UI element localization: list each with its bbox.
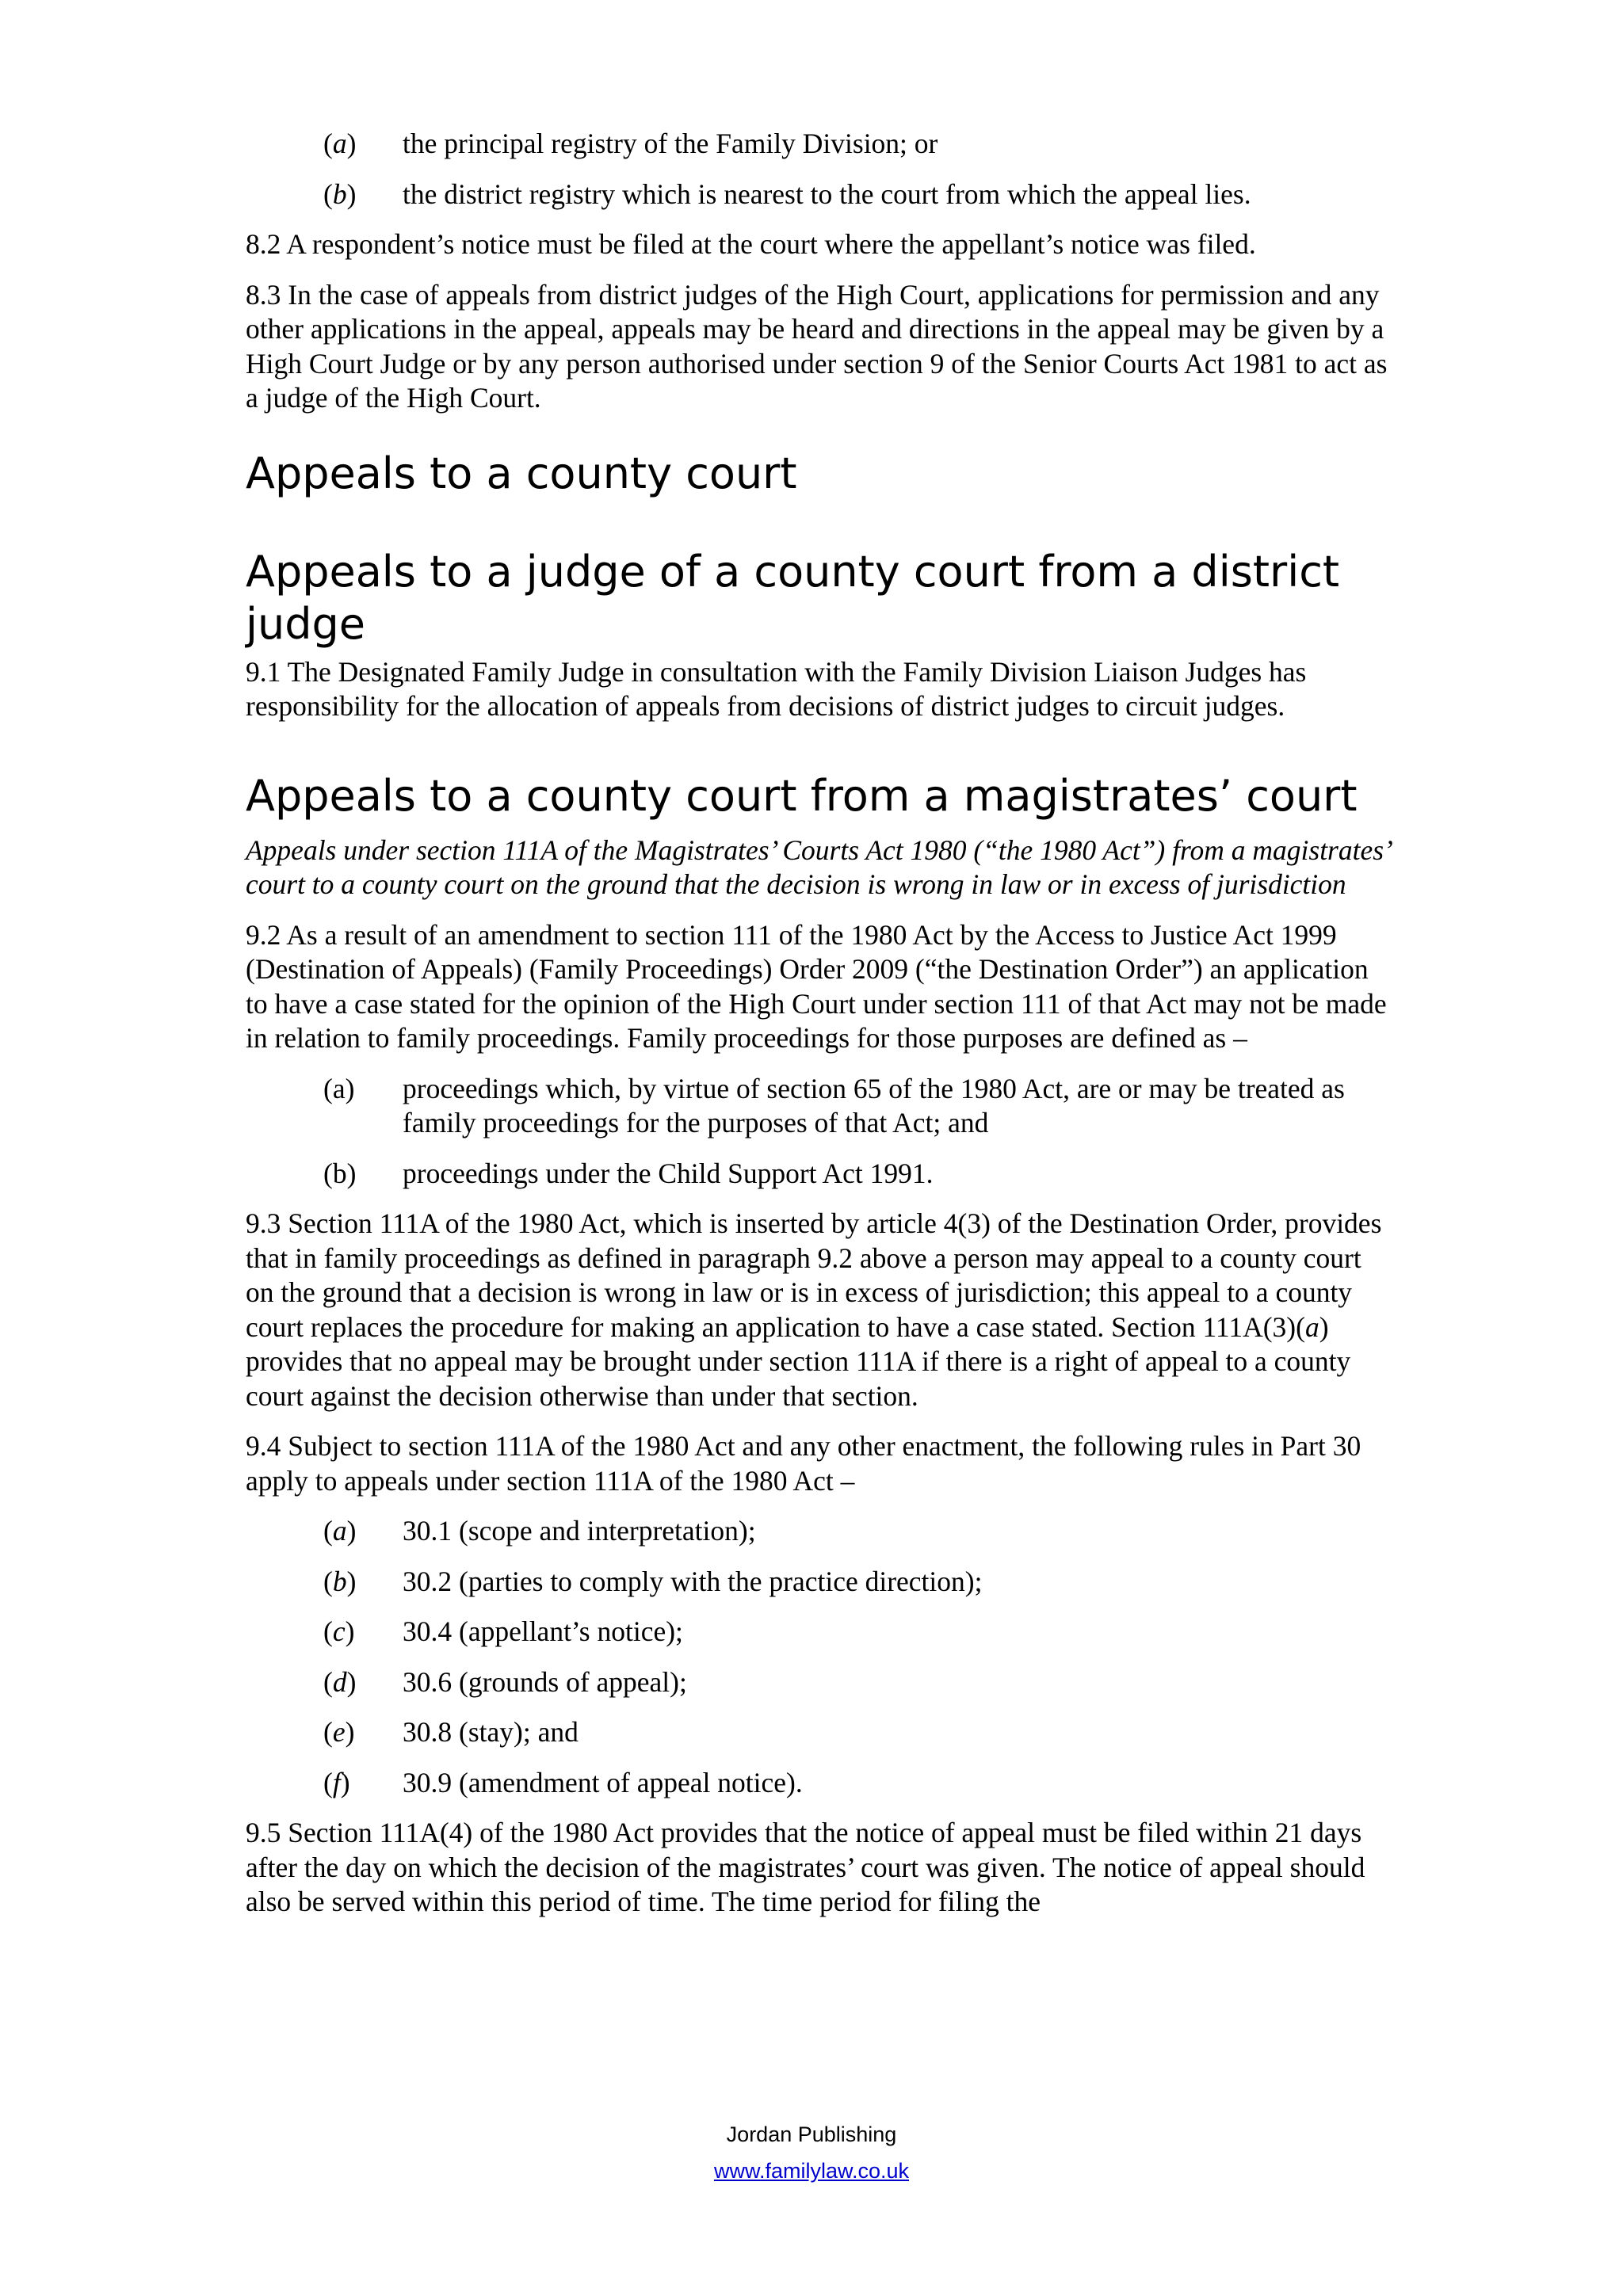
website-link[interactable]: www.familylaw.co.uk: [713, 2159, 910, 2183]
list-item: [246, 1665, 1395, 1700]
list-item-text: 30.1 (scope and interpretation);: [403, 1515, 756, 1547]
list-item-label: (b): [323, 1565, 357, 1597]
paragraph-9-5: 9.5 Section 111A(4) of the 1980 Act provides that the notice of appeal must be filed within 21 days after the day on which the decision of the magistrates’ court was given. The notice of appeal should also be served within this period of time. The time period for filing the: [246, 1817, 1365, 1917]
list-item-label: (e): [323, 1716, 355, 1748]
list-item: [246, 1157, 1395, 1192]
list-item: [246, 1766, 1395, 1801]
list-item-label: (c): [323, 1615, 355, 1647]
heading-appeals-to-county-court: Appeals to a county court: [246, 448, 797, 498]
list-item: [246, 1615, 1395, 1650]
list-item-label: (a): [323, 128, 357, 159]
paragraph-9-3: 9.3 Section 111A of the 1980 Act, which is inserted by article 4(3) of the Destination Order, provides that in family proceedings as defined in paragraph 9.2 above a person may appeal to a county court on the ground that a decision is wrong in law or is in excess of jurisdiction; this appeal to a county court replaces the procedure for making an application to have a case stated. Section 111A(3)(a) provides that no appeal may be brought under section 111A if there is a right of appeal to a county court against the decision otherwise than under that section.: [246, 1207, 1382, 1412]
list-item: [246, 127, 1395, 162]
list-item-text: the principal registry of the Family Division; or: [403, 128, 938, 159]
list-item-text: proceedings which, by virtue of section 65 of the 1980 Act, are or may be treated as family proceedings for the purposes of that Act; and: [403, 1072, 1345, 1138]
list-item-label: (d): [323, 1665, 357, 1698]
list-item: [246, 177, 1395, 212]
document-body: [246, 127, 1395, 1936]
list-item-label: (f): [323, 1766, 350, 1798]
list-item-label: (a): [323, 1072, 355, 1104]
heading-appeals-from-district-judge: Appeals to a judge of a county court from a district judge: [246, 546, 1340, 649]
heading-appeals-from-magistrates-court: Appeals to a county court from a magistrates’ court: [246, 770, 1358, 821]
paragraph-9-2: 9.2 As a result of an amendment to section 111 of the 1980 Act by the Access to Justice Act 1999 (Destination of Appeals) (Family Proceedings) Order 2009 (“the Destination Order”) an application to have a case stated for the opinion of the High Court under section 111 of that Act may not be made in relation to family proceedings. Family proceedings for those purposes are defined as –: [246, 918, 1387, 1054]
section-111a-intro: Appeals under section 111A of the Magistrates’ Courts Act 1980 (“the 1980 Act”) from a magistrates’ court to a county court on the ground that the decision is wrong in law or in excess of jurisdiction: [246, 833, 1390, 900]
paragraph-9-4: 9.4 Subject to section 111A of the 1980 Act and any other enactment, the following rules in Part 30 apply to appeals under section 111A of the 1980 Act –: [246, 1430, 1361, 1497]
paragraph-8-2: 8.2 A respondent’s notice must be filed at the court where the appellant’s notice was filed.: [246, 228, 1256, 260]
list-item-text: 30.2 (parties to comply with the practice direction);: [403, 1565, 983, 1597]
list-item: [246, 1715, 1395, 1750]
list-item-text: 30.9 (amendment of appeal notice).: [403, 1766, 803, 1798]
list-item-label: (a): [323, 1515, 357, 1547]
list-item-text: 30.8 (stay); and: [403, 1716, 579, 1748]
list-item-label: (b): [323, 1157, 357, 1189]
paragraph-8-3: 8.3 In the case of appeals from district judges of the High Court, applications for permission and any other applications in the appeal, appeals may be heard and directions in the appeal may be given by a High Court Judge or by any person authorised under section 9 of the Senior Courts Act 1981 to act as a judge of the High Court.: [246, 278, 1388, 414]
list-item-text: proceedings under the Child Support Act 1991.: [403, 1157, 934, 1189]
list-item-text: the district registry which is nearest to the court from which the appeal lies.: [403, 177, 1251, 210]
list-item: [246, 1514, 1395, 1549]
list-item-text: 30.4 (appellant’s notice);: [403, 1615, 683, 1647]
list-item: [246, 1072, 1395, 1141]
list-item: [246, 1565, 1395, 1600]
list-item-text: 30.6 (grounds of appeal);: [403, 1665, 687, 1698]
footer-website: [0, 2159, 1623, 2183]
paragraph-9-1: 9.1 The Designated Family Judge in consultation with the Family Division Liaison Judges has responsibility for the allocation of appeals from decisions of district judges to circuit judges.: [246, 655, 1307, 722]
list-item-label: (b): [323, 177, 357, 210]
footer-publisher: Jordan Publishing: [726, 2122, 897, 2146]
